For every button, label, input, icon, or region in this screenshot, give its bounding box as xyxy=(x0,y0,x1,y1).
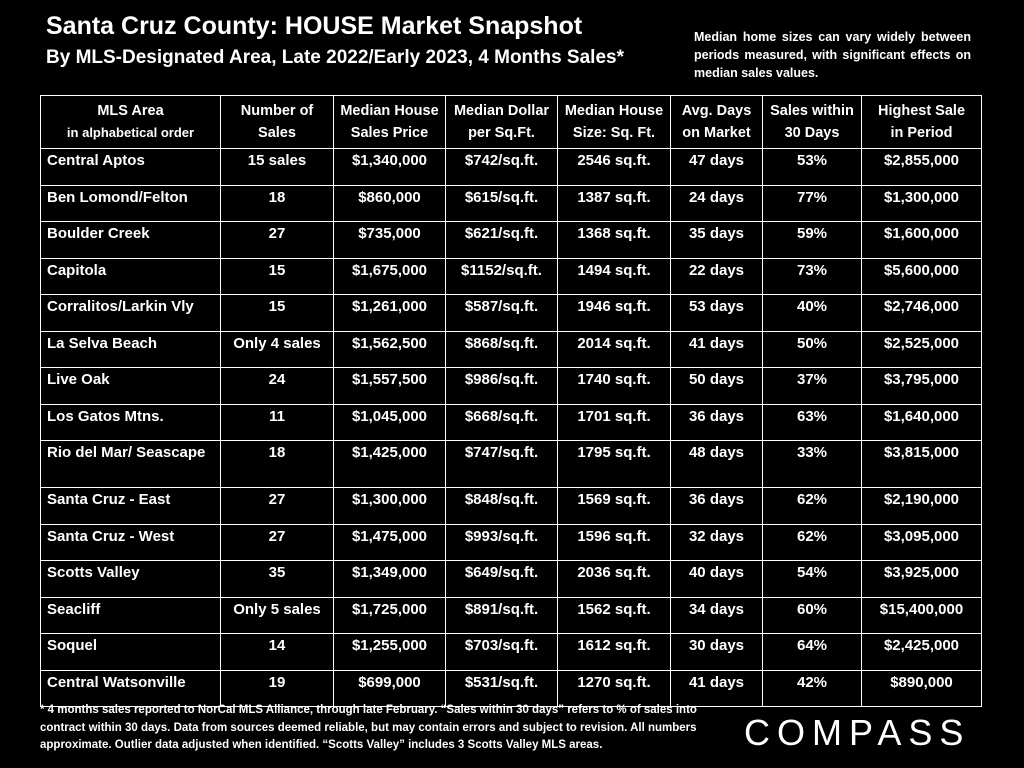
cell-within30: 60% xyxy=(763,597,862,634)
cell-area: Santa Cruz - West xyxy=(41,524,221,561)
cell-within30: 77% xyxy=(763,185,862,222)
cell-size: 1494 sq.ft. xyxy=(558,258,671,295)
header-label: Sales Price xyxy=(350,125,429,141)
cell-price: $699,000 xyxy=(334,670,446,707)
cell-price: $1,349,000 xyxy=(334,561,446,598)
cell-price: $735,000 xyxy=(334,222,446,259)
table-row xyxy=(41,368,982,405)
header-median-size xyxy=(558,96,671,149)
cell-sales: Only 4 sales xyxy=(221,331,334,368)
cell-within30: 33% xyxy=(763,441,862,488)
cell-size: 1612 sq.ft. xyxy=(558,634,671,671)
cell-per-sqft: $993/sq.ft. xyxy=(446,524,558,561)
header-label: Sales xyxy=(258,125,296,141)
cell-days: 40 days xyxy=(671,561,763,598)
cell-highest: $2,425,000 xyxy=(862,634,982,671)
cell-per-sqft: $531/sq.ft. xyxy=(446,670,558,707)
table-row xyxy=(41,185,982,222)
cell-per-sqft: $621/sq.ft. xyxy=(446,222,558,259)
cell-price: $1,425,000 xyxy=(334,441,446,488)
cell-highest: $1,600,000 xyxy=(862,222,982,259)
cell-price: $1,300,000 xyxy=(334,488,446,525)
cell-sales: 19 xyxy=(221,670,334,707)
table-row xyxy=(41,149,982,186)
median-size-note: Median home sizes can vary widely between periods measured, with significant effects on median sales values. xyxy=(694,30,971,80)
cell-area: Santa Cruz - East xyxy=(41,488,221,525)
cell-highest: $2,190,000 xyxy=(862,488,982,525)
cell-highest: $15,400,000 xyxy=(862,597,982,634)
cell-price: $1,675,000 xyxy=(334,258,446,295)
cell-sales: 11 xyxy=(221,404,334,441)
cell-price: $1,261,000 xyxy=(334,295,446,332)
cell-per-sqft: $747/sq.ft. xyxy=(446,441,558,488)
header-label: Median Dollar xyxy=(453,103,550,119)
cell-highest: $2,855,000 xyxy=(862,149,982,186)
cell-highest: $3,795,000 xyxy=(862,368,982,405)
cell-price: $860,000 xyxy=(334,185,446,222)
cell-area: Boulder Creek xyxy=(41,222,221,259)
compass-logo: COMPASS xyxy=(744,712,971,753)
cell-area: Ben Lomond/Felton xyxy=(41,185,221,222)
cell-price: $1,725,000 xyxy=(334,597,446,634)
cell-area: La Selva Beach xyxy=(41,331,221,368)
cell-within30: 54% xyxy=(763,561,862,598)
cell-sales: 18 xyxy=(221,185,334,222)
cell-size: 1569 sq.ft. xyxy=(558,488,671,525)
cell-area: Corralitos/Larkin Vly xyxy=(41,295,221,332)
cell-area: Scotts Valley xyxy=(41,561,221,598)
cell-area: Soquel xyxy=(41,634,221,671)
cell-price: $1,340,000 xyxy=(334,149,446,186)
cell-per-sqft: $703/sq.ft. xyxy=(446,634,558,671)
cell-days: 22 days xyxy=(671,258,763,295)
cell-per-sqft: $891/sq.ft. xyxy=(446,597,558,634)
cell-highest: $2,746,000 xyxy=(862,295,982,332)
header-label: Size: Sq. Ft. xyxy=(572,125,656,141)
cell-days: 50 days xyxy=(671,368,763,405)
footnote: * 4 months sales reported to NorCal MLS Alliance, through late February. “Sales within 30 days” refers to % of sales into contract within 30 days. Data from sources deemed reliable, but may contain errors and subject to revision. All numbers approximate. Outlier data adjusted when identified. “Scotts Valley” includes 3 Scotts Valley MLS areas. xyxy=(40,704,697,751)
header-label: 30 Days xyxy=(784,125,840,141)
cell-area: Los Gatos Mtns. xyxy=(41,404,221,441)
cell-area: Seacliff xyxy=(41,597,221,634)
cell-size: 1368 sq.ft. xyxy=(558,222,671,259)
cell-per-sqft: $848/sq.ft. xyxy=(446,488,558,525)
header-label: Number of xyxy=(240,103,314,119)
cell-days: 41 days xyxy=(671,331,763,368)
cell-per-sqft: $615/sq.ft. xyxy=(446,185,558,222)
cell-price: $1,045,000 xyxy=(334,404,446,441)
cell-area: Central Watsonville xyxy=(41,670,221,707)
cell-sales: 15 sales xyxy=(221,149,334,186)
header-number-of-sales xyxy=(221,96,334,149)
cell-sales: 35 xyxy=(221,561,334,598)
cell-sales: 27 xyxy=(221,524,334,561)
cell-per-sqft: $868/sq.ft. xyxy=(446,331,558,368)
cell-days: 24 days xyxy=(671,185,763,222)
cell-within30: 62% xyxy=(763,488,862,525)
cell-price: $1,255,000 xyxy=(334,634,446,671)
cell-within30: 73% xyxy=(763,258,862,295)
header-label: Median House xyxy=(564,103,664,119)
cell-highest: $2,525,000 xyxy=(862,331,982,368)
cell-within30: 42% xyxy=(763,670,862,707)
cell-size: 2014 sq.ft. xyxy=(558,331,671,368)
header-sales-within-30 xyxy=(763,96,862,149)
cell-within30: 37% xyxy=(763,368,862,405)
cell-per-sqft: $1152/sq.ft. xyxy=(446,258,558,295)
header-label: Sales within xyxy=(770,103,854,119)
header-label: in Period xyxy=(890,125,953,141)
cell-per-sqft: $649/sq.ft. xyxy=(446,561,558,598)
table-row xyxy=(41,524,982,561)
header-label: per Sq.Ft. xyxy=(468,125,535,141)
page-subtitle: By MLS-Designated Area, Late 2022/Early 2023, 4 Months Sales* xyxy=(46,47,624,68)
cell-highest: $3,815,000 xyxy=(862,441,982,488)
header-median-price xyxy=(334,96,446,149)
table-row xyxy=(41,488,982,525)
table-row xyxy=(41,258,982,295)
cell-size: 1946 sq.ft. xyxy=(558,295,671,332)
cell-days: 35 days xyxy=(671,222,763,259)
cell-area: Rio del Mar/ Seascape xyxy=(41,441,221,488)
cell-highest: $5,600,000 xyxy=(862,258,982,295)
header-label: Avg. Days xyxy=(681,103,752,119)
table-header-row xyxy=(41,96,982,149)
cell-sales: 27 xyxy=(221,488,334,525)
cell-size: 1596 sq.ft. xyxy=(558,524,671,561)
header-label: Median House xyxy=(340,103,439,119)
cell-days: 47 days xyxy=(671,149,763,186)
cell-price: $1,475,000 xyxy=(334,524,446,561)
table-row xyxy=(41,441,982,488)
cell-size: 1562 sq.ft. xyxy=(558,597,671,634)
cell-sales: 14 xyxy=(221,634,334,671)
table-row xyxy=(41,561,982,598)
market-snapshot-table xyxy=(40,95,982,707)
cell-within30: 53% xyxy=(763,149,862,186)
cell-highest: $3,095,000 xyxy=(862,524,982,561)
cell-sales: 15 xyxy=(221,295,334,332)
header-median-dollar-sqft xyxy=(446,96,558,149)
table-row xyxy=(41,404,982,441)
cell-within30: 59% xyxy=(763,222,862,259)
cell-size: 2546 sq.ft. xyxy=(558,149,671,186)
cell-size: 1740 sq.ft. xyxy=(558,368,671,405)
table-row xyxy=(41,597,982,634)
cell-within30: 63% xyxy=(763,404,862,441)
header-label: MLS Area xyxy=(97,103,164,119)
cell-area: Live Oak xyxy=(41,368,221,405)
cell-days: 36 days xyxy=(671,404,763,441)
header-mls-area xyxy=(41,96,221,149)
cell-per-sqft: $986/sq.ft. xyxy=(446,368,558,405)
cell-days: 48 days xyxy=(671,441,763,488)
cell-days: 32 days xyxy=(671,524,763,561)
cell-per-sqft: $668/sq.ft. xyxy=(446,404,558,441)
cell-days: 41 days xyxy=(671,670,763,707)
cell-sales: 24 xyxy=(221,368,334,405)
cell-within30: 62% xyxy=(763,524,862,561)
cell-area: Central Aptos xyxy=(41,149,221,186)
cell-within30: 40% xyxy=(763,295,862,332)
cell-price: $1,562,500 xyxy=(334,331,446,368)
cell-sales: 15 xyxy=(221,258,334,295)
cell-days: 30 days xyxy=(671,634,763,671)
cell-size: 1387 sq.ft. xyxy=(558,185,671,222)
table-row xyxy=(41,222,982,259)
cell-area: Capitola xyxy=(41,258,221,295)
cell-sales: 18 xyxy=(221,441,334,488)
cell-price: $1,557,500 xyxy=(334,368,446,405)
cell-size: 1795 sq.ft. xyxy=(558,441,671,488)
cell-highest: $1,300,000 xyxy=(862,185,982,222)
cell-highest: $1,640,000 xyxy=(862,404,982,441)
cell-days: 34 days xyxy=(671,597,763,634)
cell-sales: 27 xyxy=(221,222,334,259)
cell-sales: Only 5 sales xyxy=(221,597,334,634)
cell-within30: 50% xyxy=(763,331,862,368)
cell-size: 1270 sq.ft. xyxy=(558,670,671,707)
cell-size: 1701 sq.ft. xyxy=(558,404,671,441)
cell-highest: $3,925,000 xyxy=(862,561,982,598)
page-title: Santa Cruz County: HOUSE Market Snapshot xyxy=(46,12,583,40)
table-row xyxy=(41,295,982,332)
cell-highest: $890,000 xyxy=(862,670,982,707)
cell-per-sqft: $742/sq.ft. xyxy=(446,149,558,186)
header-sublabel: in alphabetical order xyxy=(66,125,195,140)
cell-days: 53 days xyxy=(671,295,763,332)
header-label: Highest Sale xyxy=(877,103,966,119)
cell-per-sqft: $587/sq.ft. xyxy=(446,295,558,332)
cell-within30: 64% xyxy=(763,634,862,671)
header-avg-days xyxy=(671,96,763,149)
table-row xyxy=(41,634,982,671)
table-row xyxy=(41,331,982,368)
header-highest-sale xyxy=(862,96,982,149)
cell-size: 2036 sq.ft. xyxy=(558,561,671,598)
cell-days: 36 days xyxy=(671,488,763,525)
header-label: on Market xyxy=(682,125,751,141)
